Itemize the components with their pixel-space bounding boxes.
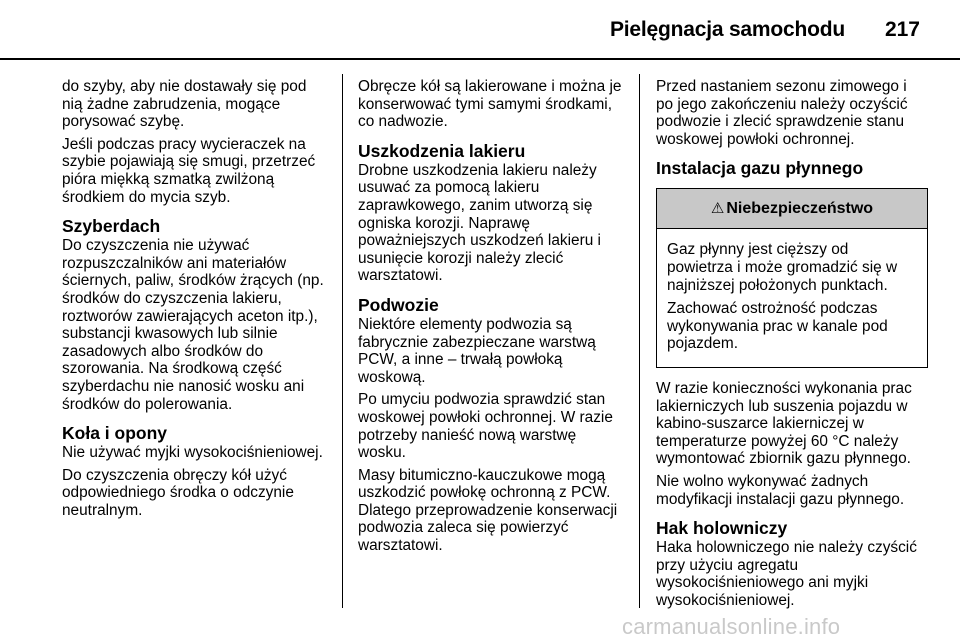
watermark: carmanualsonline.info <box>622 614 841 639</box>
section-heading-wheels: Koła i opony <box>62 423 167 444</box>
paragraph: Do czyszczenia nie używać rozpuszczalników ani materiałów ściernych, paliw, środków żrących (np. środków do czyszczenia lakieru, roztworów zawierających aceton itp.), substancji kwasowych lub silnie zasadowych albo środków do szorowania. Na środkową część szyberdachu nie nanosić wosku ani środków do polerowania. <box>62 237 324 413</box>
paragraph: Jeśli podczas pracy wycieraczek na szybie pojawiają się smugi, przetrzeć pióra miękką szmatką zwilżoną środkiem do mycia szyb. <box>62 135 316 206</box>
page-number: 217 <box>884 18 920 41</box>
warning-title: Niebezpieczeństwo <box>726 200 874 218</box>
section-heading-underbody: Podwozie <box>358 294 439 315</box>
paragraph: Do czyszczenia obręczy kół użyć odpowiedniego środka o odczynie neutralnym. <box>62 466 294 519</box>
paragraph: Po umyciu podwozia sprawdzić stan woskowej powłoki ochronnej. W razie potrzeby nanieść nową warstwę wosku. <box>358 391 613 462</box>
paragraph: Nie używać myjki wysokociśnieniowej. <box>62 444 323 462</box>
paragraph: Przed nastaniem sezonu zimowego i po jego zakończeniu należy oczyścić podwozie i zlecić sprawdzenie stanu woskowej powłoki ochronnej. <box>656 78 908 148</box>
warning-header <box>657 189 927 229</box>
page-header <box>0 0 960 58</box>
paragraph: Haka holowniczego nie należy czyścić przy użyciu agregatu wysokociśnieniowego ani myjki wysokociśnieniowej. <box>656 539 917 609</box>
page-title: Pielęgnacja samochodu <box>609 18 845 41</box>
section-heading-lpg: Instalacja gazu płynnego <box>656 158 864 179</box>
paragraph: Drobne uszkodzenia lakieru należy usuwać za pomocą lakieru zaprawkowego, zanim utworzą się ogniska korozji. Naprawę poważniejszych uszkodzeń lakieru i usunięcie korozji należy zlecić warsztatowi. <box>358 161 601 285</box>
column-2 <box>358 78 628 560</box>
paragraph: Nie wolno wykonywać żadnych modyfikacji instalacji gazu płynnego. <box>656 472 905 508</box>
warning-text: Zachować ostrożność podczas wykonywania prac w kanale pod pojazdem. <box>667 300 888 353</box>
paragraph: do szyby, aby nie dostawały się pod nią żadne zabrudzenia, mogące porysować szybę. <box>62 78 307 131</box>
section-heading-paint-damage: Uszkodzenia lakieru <box>358 140 526 161</box>
warning-triangle-icon: ⚠ <box>710 200 725 218</box>
section-heading-tow-hitch: Hak holowniczy <box>656 518 788 539</box>
paragraph: W razie konieczności wykonania prac lakierniczych lub suszenia pojazdu w kabino-suszarce lakierniczej w temperaturze powyżej 60 °C należy wymontować zbiornik gazu płynnego. <box>656 379 912 468</box>
column-1 <box>62 78 330 524</box>
warning-box <box>656 188 928 368</box>
paragraph: Masy bitumiczno-kauczukowe mogą uszkodzić powłokę ochronną z PCW. Dlatego przeprowadzenie konserwacji podwozia zaleca się powierzyć warsztatowi. <box>358 466 618 555</box>
column-divider-1 <box>342 74 343 608</box>
column-3 <box>656 78 928 614</box>
section-heading-sunroof: Szyberdach <box>62 216 161 237</box>
paragraph: Niektóre elementy podwozia są fabrycznie zabezpieczane warstwą PCW, a inne – trwałą powłoką woskową. <box>358 315 596 386</box>
header-rule <box>0 58 960 60</box>
warning-text: Gaz płynny jest cięższy od powietrza i może gromadzić się w najniższej położonych punktach. <box>667 241 898 294</box>
warning-body <box>657 229 927 367</box>
paragraph: Obręcze kół są lakierowane i można je konserwować tymi samymi środkami, co nadwozie. <box>358 78 622 131</box>
column-divider-2 <box>639 74 640 608</box>
